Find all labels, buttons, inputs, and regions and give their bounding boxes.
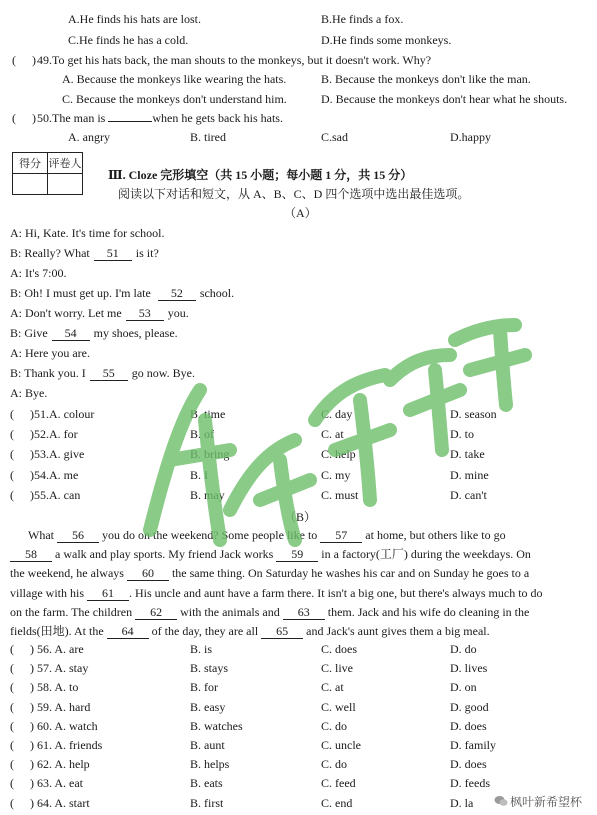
passage-text: a walk and play sports. My friend Jack works bbox=[52, 547, 277, 562]
part-b-option-d[interactable]: D. lives bbox=[450, 661, 488, 676]
part-b-option-b[interactable]: B. for bbox=[190, 680, 218, 695]
passage-text: What bbox=[28, 528, 57, 542]
part-b-option-a[interactable]: ) 57. A. stay bbox=[30, 661, 89, 676]
part-a-option-d[interactable]: D. take bbox=[450, 447, 485, 462]
dialogue-text: B: Give bbox=[10, 326, 48, 340]
part-b-option-d[interactable]: D. do bbox=[450, 642, 477, 656]
wechat-logo-icon bbox=[494, 795, 508, 807]
part-b-option-a[interactable]: ) 56. A. are bbox=[30, 642, 84, 656]
dialogue-line bbox=[10, 266, 67, 281]
part-a-option-b[interactable]: B. may bbox=[190, 487, 225, 502]
part-b-option-b[interactable]: B. is bbox=[190, 642, 213, 656]
passage-text: you do on the weekend? Some people like to bbox=[99, 528, 321, 542]
part-b-paren: ( bbox=[10, 661, 14, 676]
part-b-heading: （B） bbox=[284, 510, 317, 524]
part-b-option-c[interactable]: C. end bbox=[321, 795, 353, 810]
passage-text: them. Jack and his wife do cleaning in the bbox=[324, 604, 530, 619]
q49-paren: ( bbox=[12, 53, 16, 67]
part-a-option-c[interactable]: C. my bbox=[321, 467, 351, 482]
q50-option-d: D.happy bbox=[450, 130, 491, 144]
part-b-option-a[interactable]: ) 63. A. eat bbox=[30, 776, 83, 791]
q50-option-b: B. tired bbox=[190, 130, 226, 144]
dialogue-line bbox=[10, 306, 189, 321]
part-a-option-d[interactable]: D. season bbox=[450, 407, 497, 421]
dialogue-text: B: Really? What bbox=[10, 246, 90, 260]
part-a-option-d[interactable]: D. can't bbox=[450, 487, 487, 502]
part-b-option-d[interactable]: D. on bbox=[450, 680, 477, 695]
blank-55[interactable]: 55 bbox=[90, 367, 128, 381]
blank-63[interactable]: 63 bbox=[283, 606, 325, 620]
passage-text: . His uncle and aunt have a farm there. It isn't a big one, but there's always much to do bbox=[129, 585, 543, 600]
passage-text: the same thing. On Saturday he washes his car and on Sunday he goes to a bbox=[168, 566, 530, 581]
blank-53[interactable]: 53 bbox=[126, 307, 164, 321]
part-b-option-c[interactable]: C. at bbox=[321, 680, 344, 695]
part-b-option-b[interactable]: B. eats bbox=[190, 776, 223, 791]
dialogue-text: is it? bbox=[135, 246, 159, 260]
part-b-option-c[interactable]: C. do bbox=[321, 718, 348, 733]
part-b-option-a[interactable]: ) 58. A. to bbox=[30, 680, 79, 695]
part-a-option-a[interactable]: )54.A. me bbox=[30, 467, 79, 482]
dialogue-text: A: Bye. bbox=[10, 386, 48, 400]
blank-58[interactable]: 58 bbox=[10, 548, 52, 562]
part-a-paren: ( bbox=[10, 427, 14, 442]
q49-option-c: C. Because the monkeys don't understand him. bbox=[62, 92, 287, 106]
part-a-option-a[interactable]: )53.A. give bbox=[30, 447, 85, 462]
part-a-paren: ( bbox=[10, 407, 14, 421]
option-a: A.He finds his hats are lost. bbox=[68, 12, 201, 26]
q50-stem bbox=[37, 111, 283, 126]
blank-54[interactable]: 54 bbox=[52, 327, 90, 341]
blank-60[interactable]: 60 bbox=[127, 567, 169, 581]
part-a-paren: ( bbox=[10, 467, 14, 482]
q50-stem-pre: 50.The man is bbox=[37, 111, 109, 125]
grader-label: 评卷人 bbox=[48, 153, 83, 174]
part-b-option-d[interactable]: D. feeds bbox=[450, 776, 490, 791]
q50-paren: ( bbox=[12, 111, 16, 125]
part-b-option-d[interactable]: D. family bbox=[450, 738, 496, 752]
blank-62[interactable]: 62 bbox=[135, 606, 177, 620]
dialogue-text: A: It's 7:00. bbox=[10, 266, 67, 280]
score-label: 得分 bbox=[13, 153, 48, 174]
part-b-paren: ( bbox=[10, 699, 14, 714]
part-b-paren: ( bbox=[10, 642, 14, 656]
option-d: D.He finds some monkeys. bbox=[321, 33, 452, 47]
part-a-heading: （A） bbox=[284, 206, 317, 220]
watermark-label: 枫叶新希望杯 bbox=[510, 795, 583, 809]
passage-text: of the day, they are all bbox=[148, 624, 262, 638]
q49-stem: 49.To get his hats back, the man shouts to the monkeys, but it doesn't work. Why? bbox=[37, 53, 432, 67]
dialogue-text: B: Thank you. I bbox=[10, 366, 86, 380]
dialogue-text: school. bbox=[199, 286, 235, 300]
dialogue-text: my shoes, please. bbox=[93, 326, 178, 340]
part-b-option-b[interactable]: B. helps bbox=[190, 757, 230, 772]
passage-line bbox=[10, 624, 490, 639]
passage-text: village with his bbox=[10, 585, 87, 600]
part-b-option-d[interactable]: D. does bbox=[450, 757, 487, 772]
part-b-option-c[interactable]: C. well bbox=[321, 699, 356, 714]
part-b-option-b[interactable]: B. easy bbox=[190, 699, 226, 714]
option-c: C.He finds he has a cold. bbox=[68, 33, 189, 47]
part-a-option-d[interactable]: D. mine bbox=[450, 467, 489, 482]
q50-paren-close: ) bbox=[32, 111, 36, 125]
part-a-option-b[interactable]: B. time bbox=[190, 407, 226, 421]
dialogue-text: A: Here you are. bbox=[10, 346, 90, 360]
part-a-option-a[interactable]: )51.A. colour bbox=[30, 407, 95, 421]
q49-option-b: B. Because the monkeys don't like the man. bbox=[321, 72, 531, 86]
dialogue-text: you. bbox=[167, 306, 189, 320]
passage-text: the weekend, he always bbox=[10, 566, 127, 581]
part-b-option-c[interactable]: C. feed bbox=[321, 776, 356, 791]
blank-51[interactable]: 51 bbox=[94, 247, 132, 261]
dialogue-line bbox=[10, 386, 47, 401]
part-b-option-a[interactable]: ) 59. A. hard bbox=[30, 699, 91, 714]
passage-text: on the farm. The children bbox=[10, 604, 136, 619]
part-a-option-b[interactable]: B. bring bbox=[190, 447, 230, 462]
score-box bbox=[12, 152, 83, 195]
dialogue-line bbox=[10, 326, 178, 341]
q50-option-c: C.sad bbox=[321, 130, 348, 144]
blank-65[interactable]: 65 bbox=[261, 625, 303, 639]
part-b-option-b[interactable]: B. watches bbox=[190, 718, 243, 733]
part-b-option-b[interactable]: B. aunt bbox=[190, 738, 225, 752]
part-a-option-d[interactable]: D. to bbox=[450, 427, 474, 442]
part-b-paren: ( bbox=[10, 757, 14, 772]
part-a-option-b[interactable]: B. I bbox=[190, 467, 208, 482]
part-a-option-c[interactable]: C. help bbox=[321, 447, 356, 462]
dialogue-line bbox=[10, 366, 195, 381]
part-b-option-c[interactable]: C. uncle bbox=[321, 738, 361, 752]
passage-line bbox=[10, 605, 529, 620]
part-a-option-b[interactable]: B. of bbox=[190, 427, 214, 442]
dialogue-text: go now. Bye. bbox=[131, 366, 195, 380]
section-title: Ⅲ. Cloze 完形填空（共 15 小题；每小题 1 分，共 15 分） bbox=[108, 168, 413, 182]
passage-line bbox=[10, 566, 529, 581]
part-b-option-a[interactable]: ) 64. A. start bbox=[30, 795, 90, 810]
dialogue-line bbox=[10, 286, 234, 301]
passage-text: in a factory(工厂) during the weekdays. On bbox=[318, 547, 531, 562]
part-b-option-a[interactable]: ) 60. A. watch bbox=[30, 718, 98, 733]
q49-option-a: A. Because the monkeys like wearing the hats. bbox=[62, 72, 287, 86]
dialogue-line bbox=[10, 226, 164, 241]
part-a-paren: ( bbox=[10, 447, 14, 462]
part-b-option-d[interactable]: D. good bbox=[450, 699, 489, 714]
q50-stem-post: when he gets back his hats. bbox=[152, 111, 283, 125]
part-b-option-d[interactable]: D. la bbox=[450, 795, 474, 810]
blank-57[interactable]: 57 bbox=[320, 529, 362, 543]
passage-text: and Jack's aunt gives them a big meal. bbox=[303, 624, 490, 638]
passage-line bbox=[28, 528, 506, 543]
q50-option-a: A. angry bbox=[68, 130, 110, 144]
part-b-paren: ( bbox=[10, 795, 14, 810]
part-a-option-c[interactable]: C. must bbox=[321, 487, 359, 502]
passage-text: with the animals and bbox=[177, 604, 283, 619]
part-b-option-c[interactable]: C. does bbox=[321, 642, 357, 656]
option-b: B.He finds a fox. bbox=[321, 12, 404, 26]
passage-text: fields(田地). At the bbox=[10, 624, 107, 638]
part-b-option-b[interactable]: B. stays bbox=[190, 661, 229, 676]
part-a-option-a[interactable]: )52.A. for bbox=[30, 427, 78, 442]
blank-52[interactable]: 52 bbox=[158, 287, 196, 301]
part-a-option-a[interactable]: )55.A. can bbox=[30, 487, 81, 502]
dialogue-text: B: Oh! I must get up. I'm late bbox=[10, 286, 154, 300]
blank-64[interactable]: 64 bbox=[107, 625, 149, 639]
section-instruction: 阅读以下对话和短文，从 A、B、C、D 四个选项中选出最佳选项。 bbox=[118, 187, 470, 201]
dialogue-line bbox=[10, 246, 159, 261]
part-b-option-c[interactable]: C. do bbox=[321, 757, 348, 772]
q49-option-d: D. Because the monkeys don't hear what he shouts. bbox=[321, 92, 568, 106]
passage-text: at home, but others like to go bbox=[362, 528, 506, 542]
q50-blank bbox=[108, 121, 152, 122]
part-b-option-b[interactable]: B. first bbox=[190, 795, 224, 810]
dialogue-text: A: Don't worry. Let me bbox=[10, 306, 122, 320]
part-b-option-a[interactable]: ) 62. A. help bbox=[30, 757, 90, 772]
blank-61[interactable]: 61 bbox=[87, 587, 129, 601]
blank-56[interactable]: 56 bbox=[57, 529, 99, 543]
score-cell[interactable] bbox=[13, 174, 48, 195]
grader-cell[interactable] bbox=[48, 174, 83, 195]
part-b-option-d[interactable]: D. does bbox=[450, 718, 487, 733]
part-b-paren: ( bbox=[10, 738, 14, 752]
part-b-option-c[interactable]: C. live bbox=[321, 661, 353, 676]
dialogue-line bbox=[10, 346, 90, 361]
passage-line bbox=[10, 547, 531, 562]
part-b-paren: ( bbox=[10, 680, 14, 695]
part-a-option-c[interactable]: C. at bbox=[321, 427, 344, 442]
part-b-paren: ( bbox=[10, 718, 14, 733]
blank-59[interactable]: 59 bbox=[276, 548, 318, 562]
passage-line bbox=[10, 586, 543, 601]
part-b-paren: ( bbox=[10, 776, 14, 791]
q49-paren-close: ) bbox=[32, 53, 36, 67]
dialogue-text: A: Hi, Kate. It's time for school. bbox=[10, 226, 165, 240]
part-a-paren: ( bbox=[10, 487, 14, 502]
part-b-option-a[interactable]: ) 61. A. friends bbox=[30, 738, 103, 752]
part-a-option-c[interactable]: C. day bbox=[321, 407, 353, 421]
